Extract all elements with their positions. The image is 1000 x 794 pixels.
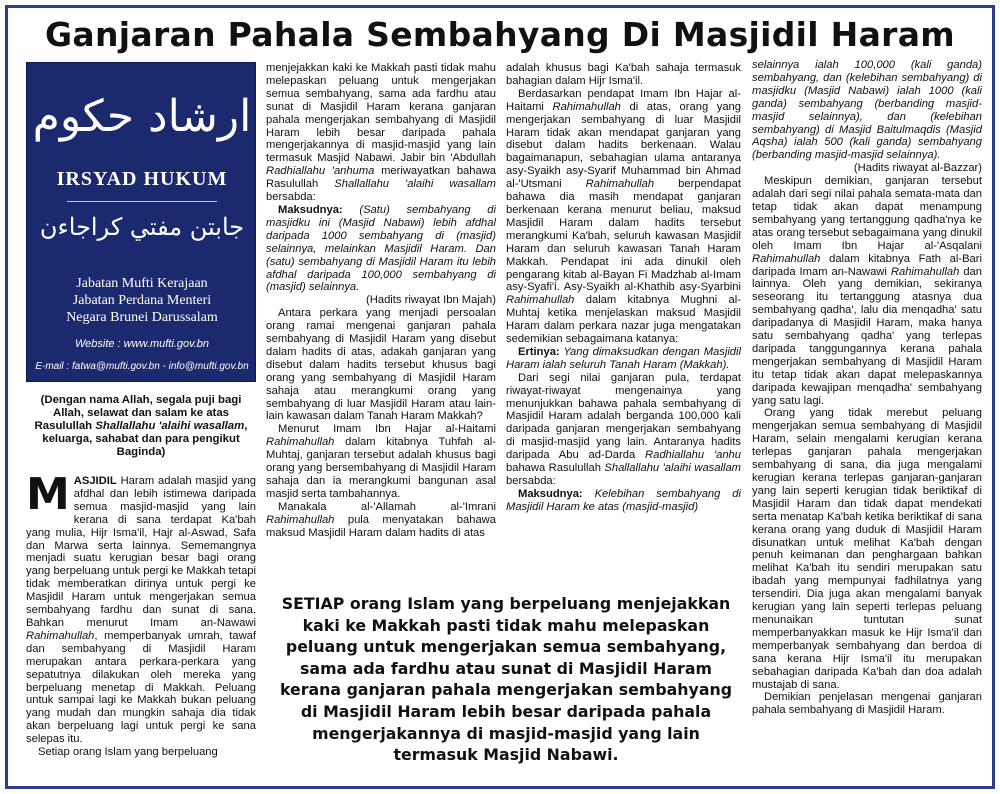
logo-department xyxy=(27,275,256,326)
lead-word: ASJIDIL xyxy=(73,475,117,487)
dept-line-1: Jabatan Mufti Kerajaan xyxy=(76,276,208,291)
col2-text-a: menjejakkan kaki ke Makkah pasti tidak mahu melepaskan peluang untuk mengerjakan semua sembahyang, sama ada fardhu atau sunat di Masjidil Haram kerana ganjaran pahala mengerjakan sembahyang di Masjidil Haram lebih besar daripada pahala mengerjakannya di masjid-masjid yang lain termasuk Masjid Nabawi. Jabir bin 'Abdullah xyxy=(266,62,496,165)
maksudnya-text: (Satu) sembahyang di masjidku ini (Masjid Nabawi) lebih afdhal daripada 1000 sembahyang di (masjid) selainnya, melainkan Masjidil Haram. Dan (satu) sembahyang di Masjidil Haram itu lebih afdhal daripada 100,000 sembahyang di (masjid) selainnya. xyxy=(266,203,496,294)
dept-line-3: Negara Brunei Darussalam xyxy=(66,310,218,325)
col2-p3-a: Menurut Imam Ibn Hajar al-Haitami xyxy=(278,423,496,436)
col3-paragraph-2 xyxy=(506,88,741,346)
irsyad-hukum-logo xyxy=(26,62,256,382)
col3-p2-a: Berdasarkan pendapat Imam Ibn Hajar al-Haitami xyxy=(506,87,741,113)
col3-p2-e: berpendapat bahawa dia masih mendapat ganjaran berkenaan kerana menurut beliau, maksud Masjidil Haram dalam hadits tersebut merangkumi Ka'bah, seluruh kawasan Masjidil Haram dan seluruh kawasan Tanah Haram Makkah. Pendapat ini ada dinukil oleh pengarang kitab al-Bayan Fi Madzhab al-Imam asy-Syafi'i. Asy-Syaikh al-Khathib asy-Syarbini xyxy=(506,178,741,294)
invocation-text-2: , keluarga, sahabat dan para pengikut Baginda) xyxy=(42,420,248,458)
col4-p2-a: Meskipun demikian, ganjaran tersebut adalah dari segi nilai pahala semata-mata dan tetap tidak akan dapat menampung sembahyang yang tertanggung qadha'nya ke atas orang tersebut sebagaimana yang dinukil oleh Imam Ibn Hajar al-'Asqalani xyxy=(752,175,982,252)
col4-paragraph-1 xyxy=(752,59,982,162)
drop-cap: M xyxy=(26,469,70,520)
col2-p4-b: Rahimahullah xyxy=(266,513,335,526)
col2-paragraph-3 xyxy=(266,423,496,500)
col2-source: (Hadits riwayat Ibn Majah) xyxy=(366,294,496,307)
col3-p2-f: Rahimahullah xyxy=(506,294,575,307)
ertinya-text: Yang dimaksudkan dengan Masjidil Haram ialah seluruh Tanah Haram (Makkah). xyxy=(506,345,741,371)
col4-source: (Hadits riwayat al-Bazzar) xyxy=(853,162,982,175)
col2-text-c: meriwayatkan bahawa Rasulullah xyxy=(266,165,496,191)
col4-hadith-text: selainnya ialah 100,000 (kali ganda) sembahyang, dan (kelebihan sembahyang) di masjidku (Masjid Nabawi) ialah 1000 (kali ganda) sembahyang (berbanding masjid-masjid selainnya), dan (kelebihan sembahyang) di Masjid Baitulmaqdis (Masjid Aqsha) ialah 500 (kali ganda) sembahyang (berbanding masjid-masjid selainnya). xyxy=(752,59,982,162)
col2-text-e: bersabda: xyxy=(266,191,316,204)
col4-p2-c: dalam kitabnya Fath al-Bari daripada Imam an-Nawawi xyxy=(752,252,982,278)
logo-arabic-subtitle: جابتن مفتي كراجاءن xyxy=(39,213,245,241)
col1-text-c: , memperbanyak umrah, tawaf dan sembahyang di Masjidil Haram merupakan antara perkara-perkara yang sepatutnya dilakukan oleh mereka yang berpeluang menetap di Makkah. Peluang untuk sampai lagi ke Makkah bukan peluang yang mudah dan mungkin sahaja dia tidak akan berpeluang lagi untuk pergi ke sana selepas itu. xyxy=(26,629,256,746)
col2-paragraph-2: Antara perkara yang menjadi persoalan orang ramai mengenai ganjaran pahala sembahyang di Masjidil Haram yang disebut dalam hadits di atas, adakah ganjaran yang disebut dalam hadits tersebut khusus bagi orang yang sembahyang di Masjidil Haram sahaja atau merangkumi orang yang sembahyang di luar Masjidil Haram atau lain-lain kawasan dalam Tanah Haram Makkah? xyxy=(266,307,496,423)
maksudnya-label: Maksudnya: xyxy=(278,203,343,216)
invocation xyxy=(26,394,256,459)
col2-p4-a: Manakala al-'Allamah al-'Imrani xyxy=(278,500,496,513)
col2-italic-d: Shallallahu 'alaihi wasallam xyxy=(334,178,496,191)
col4-p2-d: Rahimahullah xyxy=(890,265,960,278)
maksudnya-text-2: Kelebihan sembahyang di Masjidil Haram ke atas (masjid-masjid) xyxy=(506,487,741,513)
col4-p2-e: dan lainnya. Oleh yang demikian, sekiranya seseorang itu tertanggung atasnya dua sembahyang qadha', lalu dia menqadha' satu daripadanya di Masjidil Haram, maka hanya satu sembahyang qadha' yang terlepas daripada tanggungannya kerana pahala mengerjakan sembahyang di Masjidil Haram itu tetap tidak akan dapat melepaskannya daripada kewajipan menqadha' sembahyang yang satu lagi. xyxy=(752,265,982,407)
column-4 xyxy=(752,59,982,784)
newspaper-page xyxy=(5,5,995,789)
col1-italic-b: Rahimahullah xyxy=(26,629,95,642)
col2-maksudnya xyxy=(266,204,496,294)
column-1 xyxy=(26,62,256,787)
col3-paragraph-3 xyxy=(506,372,741,488)
dept-line-2: Jabatan Perdana Menteri xyxy=(72,293,212,308)
col3-ertinya xyxy=(506,346,741,372)
logo-website: Website : www.mufti.gov.bn xyxy=(74,338,210,350)
col1-paragraph-2: Setiap orang Islam yang berpeluang xyxy=(38,746,218,759)
col4-paragraph-3: Orang yang tidak merebut peluang mengerjakan semua sembahyang di Masjidil Haram, selain mengalami kerugian kerana terlepas ganjaran pahala mengerjakan sembahyang di sana, dia juga mengalami kerugian kerana terlepas ganjaran-ganjaran yang lain seperti kerugian tidak beriktikaf di Masjidil Haram dan tidak dapat mendekati serta menatap Ka'bah ketika beriktikaf di sana kerana orang yang duduk di Masjidil Haram disunatkan untuk melihat Ka'bah dengan penuh keimanan dan penghargaan bahkan melihat Ka'bah itu sendiri merupakan satu ibadah yang mempunyai fadhilatnya yang tersendiri. Dia juga akan mengalami banyak kerugian yang lain seperti terlepas peluang menunaikan tuntutan sunat memperbanyakkan masuk ke Hijr Isma'il dan memperbanyak sembahyang dan berdoa di sana kerana Hijr Isma'il itu merupakan sebahagian daripada Ka'bah dan doa adalah mustajab di sana. xyxy=(752,407,982,691)
col2-paragraph-1 xyxy=(266,62,496,204)
col3-p2-b: Rahimahullah xyxy=(552,100,621,113)
col3-p2-g: dalam kitabnya Mughni al-Muhtaj ketika menjelaskan maksud Masjidil Haram dalam perkara nazar juga mengatakan sedemikian sebagaimana katanya: xyxy=(506,294,741,346)
col2-p4-c: pula menyatakan bahawa maksud Masjidil Haram dalam hadits di atas xyxy=(266,513,496,539)
col3-p2-d: Rahimahullah xyxy=(585,178,655,191)
maksudnya-label-2: Maksudnya: xyxy=(518,487,583,500)
invocation-text-1: (Dengan nama Allah, segala puji bagi Allah, selawat dan salam ke atas Rasulullah xyxy=(34,394,242,432)
col2-italic-b: Radhiallahu 'anhuma xyxy=(266,165,375,178)
col2-p3-c: dalam kitabnya Tuhfah al-Muhtaj, ganjaran tersebut adalah khusus bagi orang yang bersembahyang di Masjidil Haram sahaja dan ia merangkumi bangunan asal masjid serta tambahannya. xyxy=(266,436,496,500)
col1-text-a: Haram adalah masjid yang afdhal dan lebih istimewa daripada semua masjid-masjid yang lain kerana di sana terdapat Ka'bah yang mulia, Hijr Isma'il, Hajr al-Aswad, Safa dan Marwa serta lainnya. Sememangnya menjadi suatu kerugian besar bagi orang yang berpeluang untuk pergi ke Makkah tetapi tidak memberatkan dirinya untuk pergi ke Masjidil Haram untuk mengerjakan semua sembahyang fardhu dan sunat di sana. Bahkan menurut Imam an-Nawawi xyxy=(26,475,256,629)
invocation-italic: Shallallahu 'alaihi wasallam xyxy=(95,420,245,432)
col3-p3-b: Radhiallahu 'anhu xyxy=(645,449,741,462)
col3-p3-c: bahawa Rasulullah xyxy=(506,462,605,475)
col3-p3-d: Shallallahu 'alaihi wasallam xyxy=(604,462,741,475)
col3-maksudnya xyxy=(506,488,741,514)
col3-p3-a: Dari segi nilai ganjaran pula, terdapat riwayat-riwayat mengenainya yang menunjukkan bahawa pahala sembahyang di Masjidil Haram adalah berganda 100,000 kali daripada ganjaran mengerjakan sembahyang di masjid-masjid yang lain. Antaranya hadits daripada Abu ad-Darda xyxy=(506,371,741,462)
logo-email: E-mail : fatwa@mufti.gov.bn - info@mufti.gov.bn xyxy=(35,361,249,372)
col3-paragraph-1: adalah khusus bagi Ka'bah sahaja termasuk bahagian dalam Hijr Isma'il. xyxy=(506,62,741,87)
logo-arabic-calligraphy: ارشاد حكوم xyxy=(32,91,252,142)
logo-divider xyxy=(67,201,217,202)
logo-brand: IRSYAD HUKUM xyxy=(56,168,228,190)
col4-paragraph-4: Demikian penjelasan mengenai ganjaran pahala sembahyang di Masjidil Haram. xyxy=(752,691,982,717)
column-2 xyxy=(266,62,496,590)
lead-paragraph xyxy=(26,469,256,746)
col2-p3-b: Rahimahullah xyxy=(266,436,335,449)
col3-p3-e: bersabda: xyxy=(506,475,556,487)
col4-p2-b: Rahimahullah xyxy=(752,252,821,265)
col3-p2-c: di atas, orang yang mengerjakan sembahyang di luar Masjidil Haram tidak akan mendapat ganjaran yang disebut dalam hadits berkenaan. Walau bagaimanapun, sebahagian ulama antaranya asy-Syaikh asy-Syarif Muhammad bin Ahmad al-'Utsmani xyxy=(506,100,741,191)
ertinya-label: Ertinya: xyxy=(518,345,560,358)
col2-paragraph-4 xyxy=(266,501,496,540)
col4-paragraph-2 xyxy=(752,175,982,407)
pull-quote: SETIAP orang Islam yang berpeluang menjejakkan kaki ke Makkah pasti tidak mahu melepaskan peluang untuk mengerjakan semua sembahyang, sama ada fardhu atau sunat di Masjidil Haram kerana ganjaran pahala mengerjakan sembahyang di Masjidil Haram lebih besar daripada pahala mengerjakannya di masjid-masjid yang lain termasuk Masjid Nabawi. xyxy=(279,594,733,765)
headline: Ganjaran Pahala Sembahyang Di Masjidil Haram xyxy=(45,15,955,54)
column-3 xyxy=(506,62,741,590)
